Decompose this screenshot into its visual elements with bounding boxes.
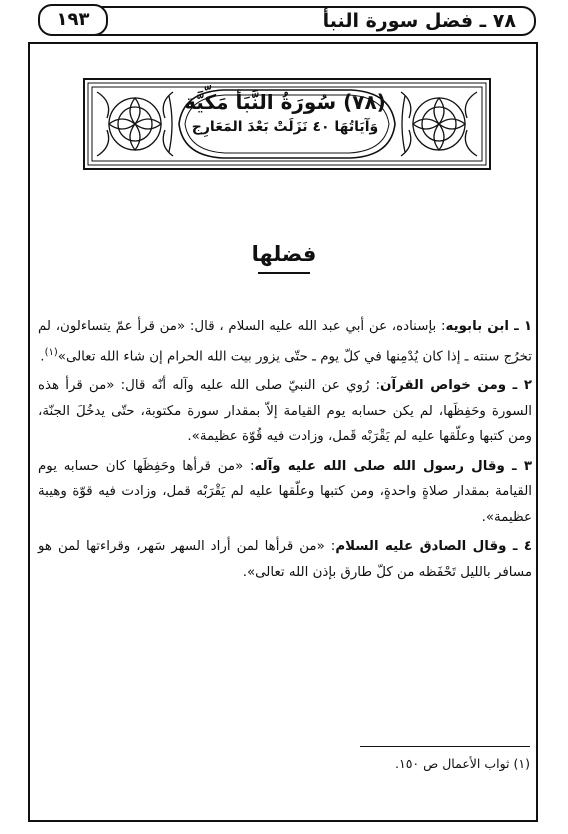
- paragraph-text: : رُوي عن النبيّ صلى الله عليه وآله أنّه قال: «من قرأ هذه السورة وحَفِظَها، لم يكن حسابه يوم القيامة إلاّ بمقدار سورة مكتوبة، حتّى يدخُلَ الجنّة، ومن كتبها وعلّقها عليه لم يَقْرَبْه قَمل، وزادت فيه قُوّة عظيمة».: [38, 378, 532, 445]
- footnote: (١) ثواب الأعمال ص ١٥٠.: [395, 756, 530, 771]
- paragraph-text: : «من قرأها وحَفِظَها كان حسابه يوم القيامة بمقدار صلاةٍ واحدةٍ، ومن كتبها وعلّقها عليه لم يَقْرَبْه قمل، وزادت فيه قوّة وهيبة عظيمة».: [38, 458, 532, 525]
- paragraph-text: : «من قرأها لمن أراد السهر سَهر، وقراءتها لمن هو مسافر بالليل تَحْفَظه من كلّ طارق بإذن الله تعالى».: [38, 539, 532, 580]
- paragraph-lead: ٤ ـ وقال الصادق عليه السلام: [335, 539, 532, 555]
- footnote-marker: (١): [44, 346, 58, 358]
- paragraph-3: [38, 454, 532, 531]
- surah-name: (٧٨) سُورَةُ النَّبَأ مَكِّيَّة: [184, 90, 386, 114]
- paragraph-1: [38, 314, 532, 369]
- section-title: فضلها: [251, 242, 317, 266]
- running-title: ٧٨ ـ فضل سورة النبأ: [322, 10, 516, 32]
- footnote-separator: [360, 746, 530, 747]
- paragraph-lead: ١ ـ ابن بابويه: [445, 319, 533, 334]
- title-underline: [258, 272, 310, 274]
- body-text: [38, 314, 532, 589]
- paragraph-lead: ٣ ـ وقال رسول الله صلى الله عليه وآله: [254, 458, 532, 474]
- paragraph-end: .: [40, 348, 45, 364]
- surah-info: وَآيَاتُهَا ٤٠ نَزَلَتْ بَعْدَ المَعَارِج: [191, 119, 379, 135]
- paragraph-4: [38, 534, 532, 585]
- paragraph-2: [38, 373, 532, 450]
- paragraph-lead: ٢ ـ ومن خواص القرآن: [380, 378, 532, 394]
- surah-heading: [175, 88, 395, 138]
- page-number: ١٩٣: [38, 4, 108, 36]
- running-header: [40, 6, 536, 36]
- paragraph-text: : بإسناده، عن أبي عبد الله عليه السلام ، قال: «من قرأ عمّ يتساءلون، لم تخرُج سنته ـ إذا كان يُدْمِنها في كلّ يوم ـ حتّى يزور بيت الله الحرام إن شاء الله تعالى»: [38, 319, 532, 364]
